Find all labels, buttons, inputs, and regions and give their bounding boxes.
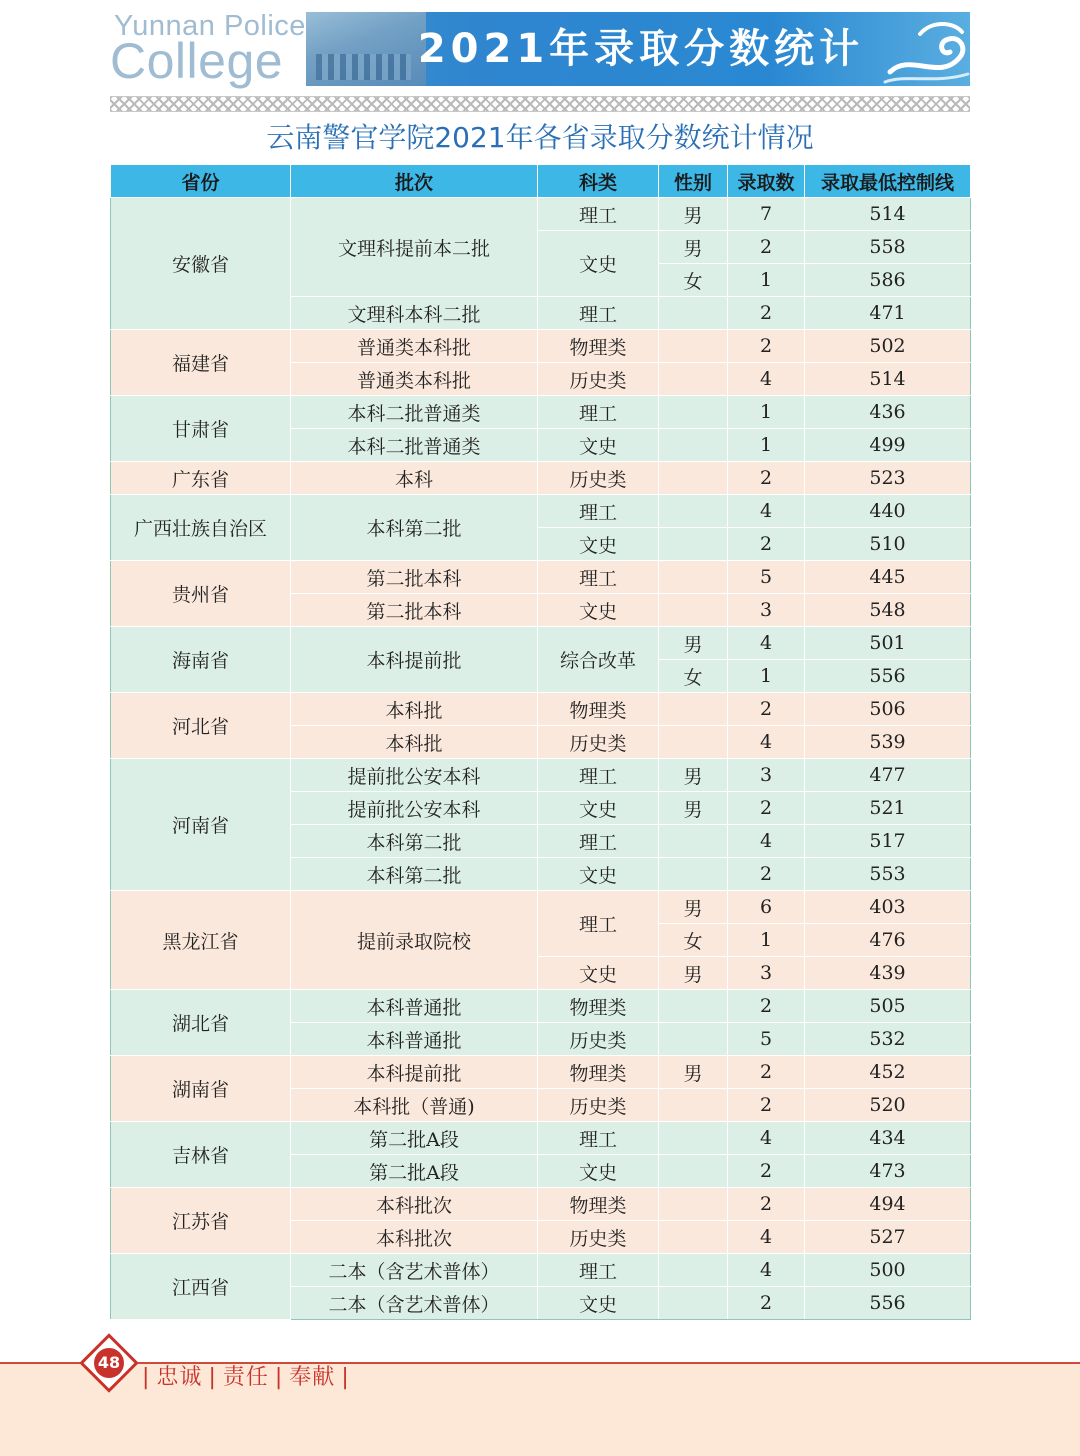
score-cell: 439 <box>805 957 971 990</box>
gender-cell: 男 <box>659 231 728 264</box>
subject-cell: 综合改革 <box>538 627 659 693</box>
province-cell: 河南省 <box>111 759 291 891</box>
province-cell: 黑龙江省 <box>111 891 291 990</box>
score-cell: 476 <box>805 924 971 957</box>
gender-cell: 男 <box>659 792 728 825</box>
subject-cell: 物理类 <box>538 1188 659 1221</box>
batch-cell: 本科 <box>291 462 538 495</box>
batch-cell: 第二批A段 <box>291 1122 538 1155</box>
count-cell: 4 <box>728 825 805 858</box>
count-cell: 1 <box>728 660 805 693</box>
score-cell: 523 <box>805 462 971 495</box>
batch-cell: 二本（含艺术普体） <box>291 1254 538 1287</box>
gender-cell: 女 <box>659 660 728 693</box>
subject-cell: 理工 <box>538 1254 659 1287</box>
slogan-item: 奉献 <box>289 1365 336 1390</box>
subject-cell: 理工 <box>538 396 659 429</box>
decorative-pattern-strip <box>110 96 970 112</box>
page-number: 48 <box>97 1353 121 1372</box>
count-cell: 7 <box>728 198 805 231</box>
gender-cell: 女 <box>659 924 728 957</box>
batch-cell: 本科批 <box>291 726 538 759</box>
table-row <box>111 693 971 726</box>
score-cell: 499 <box>805 429 971 462</box>
count-cell: 2 <box>728 990 805 1023</box>
count-cell: 4 <box>728 363 805 396</box>
province-cell: 湖南省 <box>111 1056 291 1122</box>
gender-cell: 女 <box>659 264 728 297</box>
table-row <box>111 1254 971 1287</box>
province-cell: 江西省 <box>111 1254 291 1320</box>
subject-cell: 历史类 <box>538 1023 659 1056</box>
score-cell: 500 <box>805 1254 971 1287</box>
subject-cell: 历史类 <box>538 1221 659 1254</box>
batch-cell: 本科批次 <box>291 1188 538 1221</box>
province-cell: 湖北省 <box>111 990 291 1056</box>
table-row <box>111 495 971 528</box>
gender-cell <box>659 1188 728 1221</box>
batch-cell: 第二批本科 <box>291 561 538 594</box>
gender-cell <box>659 1023 728 1056</box>
gender-cell <box>659 495 728 528</box>
score-cell: 514 <box>805 363 971 396</box>
table-row <box>111 396 971 429</box>
score-cell: 548 <box>805 594 971 627</box>
slogan-item: 责任 <box>222 1365 269 1390</box>
subject-cell: 物理类 <box>538 1056 659 1089</box>
batch-cell: 本科批（普通) <box>291 1089 538 1122</box>
title-banner <box>306 12 970 86</box>
score-cell: 477 <box>805 759 971 792</box>
count-cell: 1 <box>728 924 805 957</box>
gender-cell <box>659 858 728 891</box>
gender-cell <box>659 594 728 627</box>
count-cell: 2 <box>728 1155 805 1188</box>
count-cell: 1 <box>728 396 805 429</box>
score-cell: 553 <box>805 858 971 891</box>
gender-cell <box>659 1089 728 1122</box>
batch-cell: 本科普通批 <box>291 1023 538 1056</box>
score-cell: 586 <box>805 264 971 297</box>
count-cell: 2 <box>728 231 805 264</box>
count-cell: 2 <box>728 1056 805 1089</box>
score-cell: 556 <box>805 1287 971 1320</box>
count-cell: 2 <box>728 330 805 363</box>
subject-cell: 文史 <box>538 231 659 297</box>
gender-cell: 男 <box>659 627 728 660</box>
count-cell: 3 <box>728 759 805 792</box>
count-cell: 4 <box>728 726 805 759</box>
gender-cell <box>659 528 728 561</box>
gender-cell <box>659 1254 728 1287</box>
batch-cell: 本科二批普通类 <box>291 429 538 462</box>
count-cell: 2 <box>728 1089 805 1122</box>
score-cell: 502 <box>805 330 971 363</box>
column-header: 录取数 <box>728 165 805 198</box>
gender-cell: 男 <box>659 891 728 924</box>
subject-cell: 历史类 <box>538 1089 659 1122</box>
batch-cell: 普通类本科批 <box>291 330 538 363</box>
admission-score-table <box>110 164 971 1320</box>
batch-cell: 本科第二批 <box>291 825 538 858</box>
score-cell: 434 <box>805 1122 971 1155</box>
province-cell: 广东省 <box>111 462 291 495</box>
subject-cell: 物理类 <box>538 693 659 726</box>
subject-cell: 理工 <box>538 759 659 792</box>
score-cell: 436 <box>805 396 971 429</box>
score-cell: 445 <box>805 561 971 594</box>
province-cell: 吉林省 <box>111 1122 291 1188</box>
page-title: 云南警官学院2021年各省录取分数统计情况 <box>266 121 814 154</box>
gender-cell <box>659 330 728 363</box>
count-cell: 5 <box>728 1023 805 1056</box>
table-row <box>111 891 971 924</box>
batch-cell: 本科批次 <box>291 1221 538 1254</box>
gender-cell <box>659 396 728 429</box>
batch-cell: 本科普通批 <box>291 990 538 1023</box>
count-cell: 4 <box>728 495 805 528</box>
gender-cell <box>659 693 728 726</box>
batch-cell: 提前批公安本科 <box>291 759 538 792</box>
gender-cell <box>659 990 728 1023</box>
count-cell: 5 <box>728 561 805 594</box>
subject-cell: 历史类 <box>538 462 659 495</box>
gender-cell: 男 <box>659 957 728 990</box>
subject-cell: 理工 <box>538 561 659 594</box>
table-row <box>111 330 971 363</box>
subject-cell: 理工 <box>538 1122 659 1155</box>
province-cell: 贵州省 <box>111 561 291 627</box>
subject-cell: 文史 <box>538 1287 659 1320</box>
table-header-row <box>111 165 971 198</box>
column-header: 批次 <box>291 165 538 198</box>
gender-cell: 男 <box>659 759 728 792</box>
subject-cell: 理工 <box>538 297 659 330</box>
page-header <box>0 0 1080 100</box>
score-cell: 514 <box>805 198 971 231</box>
province-cell: 河北省 <box>111 693 291 759</box>
score-cell: 527 <box>805 1221 971 1254</box>
table-row <box>111 1056 971 1089</box>
subject-cell: 历史类 <box>538 726 659 759</box>
subject-cell: 理工 <box>538 825 659 858</box>
gender-cell <box>659 1221 728 1254</box>
count-cell: 1 <box>728 264 805 297</box>
batch-cell: 本科第二批 <box>291 495 538 561</box>
batch-cell: 本科二批普通类 <box>291 396 538 429</box>
score-cell: 539 <box>805 726 971 759</box>
count-cell: 4 <box>728 1254 805 1287</box>
column-header: 省份 <box>111 165 291 198</box>
count-cell: 2 <box>728 1188 805 1221</box>
subject-cell: 文史 <box>538 429 659 462</box>
count-cell: 2 <box>728 462 805 495</box>
count-cell: 3 <box>728 957 805 990</box>
batch-cell: 第二批A段 <box>291 1155 538 1188</box>
province-cell: 安徽省 <box>111 198 291 330</box>
gender-cell <box>659 363 728 396</box>
score-cell: 510 <box>805 528 971 561</box>
gender-cell <box>659 1155 728 1188</box>
gender-cell <box>659 1287 728 1320</box>
score-cell: 403 <box>805 891 971 924</box>
batch-cell: 二本（含艺术普体） <box>291 1287 538 1320</box>
count-cell: 2 <box>728 528 805 561</box>
count-cell: 2 <box>728 792 805 825</box>
province-cell: 福建省 <box>111 330 291 396</box>
score-cell: 558 <box>805 231 971 264</box>
gender-cell: 男 <box>659 198 728 231</box>
score-cell: 505 <box>805 990 971 1023</box>
column-header: 科类 <box>538 165 659 198</box>
batch-cell: 文理科本科二批 <box>291 297 538 330</box>
batch-cell: 本科提前批 <box>291 627 538 693</box>
count-cell: 4 <box>728 1122 805 1155</box>
score-cell: 517 <box>805 825 971 858</box>
college-logo-line1: Yunnan Police <box>114 10 306 42</box>
score-cell: 440 <box>805 495 971 528</box>
province-cell: 海南省 <box>111 627 291 693</box>
score-cell: 494 <box>805 1188 971 1221</box>
gender-cell <box>659 462 728 495</box>
count-cell: 4 <box>728 1221 805 1254</box>
score-cell: 520 <box>805 1089 971 1122</box>
batch-cell: 第二批本科 <box>291 594 538 627</box>
province-cell: 广西壮族自治区 <box>111 495 291 561</box>
table-row <box>111 1188 971 1221</box>
count-cell: 2 <box>728 858 805 891</box>
subject-cell: 理工 <box>538 495 659 528</box>
subject-cell: 文史 <box>538 957 659 990</box>
subject-cell: 文史 <box>538 792 659 825</box>
column-header: 性别 <box>659 165 728 198</box>
count-cell: 2 <box>728 1287 805 1320</box>
subject-cell: 历史类 <box>538 363 659 396</box>
gender-cell <box>659 825 728 858</box>
subject-cell: 文史 <box>538 1155 659 1188</box>
gender-cell <box>659 297 728 330</box>
count-cell: 1 <box>728 429 805 462</box>
batch-cell: 本科批 <box>291 693 538 726</box>
batch-cell: 提前录取院校 <box>291 891 538 990</box>
batch-cell: 本科提前批 <box>291 1056 538 1089</box>
subject-cell: 理工 <box>538 891 659 957</box>
gender-cell <box>659 561 728 594</box>
province-cell: 甘肃省 <box>111 396 291 462</box>
table-row <box>111 1122 971 1155</box>
gender-cell <box>659 726 728 759</box>
score-cell: 473 <box>805 1155 971 1188</box>
table-row <box>111 561 971 594</box>
footer-slogan: | 忠诚 | 责任 | 奉献 | <box>142 1365 350 1390</box>
subject-cell: 物理类 <box>538 330 659 363</box>
score-cell: 532 <box>805 1023 971 1056</box>
column-header: 录取最低控制线 <box>805 165 971 198</box>
gender-cell <box>659 1122 728 1155</box>
batch-cell: 提前批公安本科 <box>291 792 538 825</box>
subject-cell: 文史 <box>538 594 659 627</box>
college-logo-line2: College <box>110 33 284 89</box>
count-cell: 6 <box>728 891 805 924</box>
banner-title: 2021年录取分数统计 <box>417 26 865 72</box>
count-cell: 4 <box>728 627 805 660</box>
score-cell: 452 <box>805 1056 971 1089</box>
score-cell: 556 <box>805 660 971 693</box>
batch-cell: 本科第二批 <box>291 858 538 891</box>
subject-cell: 文史 <box>538 528 659 561</box>
count-cell: 2 <box>728 693 805 726</box>
batch-cell: 普通类本科批 <box>291 363 538 396</box>
score-cell: 471 <box>805 297 971 330</box>
table-row <box>111 990 971 1023</box>
count-cell: 2 <box>728 297 805 330</box>
province-cell: 江苏省 <box>111 1188 291 1254</box>
subject-cell: 物理类 <box>538 990 659 1023</box>
gender-cell: 男 <box>659 1056 728 1089</box>
cloud-swirl-icon <box>880 12 970 86</box>
score-cell: 506 <box>805 693 971 726</box>
table-row <box>111 627 971 660</box>
table-row <box>111 198 971 231</box>
table-row <box>111 462 971 495</box>
table-row <box>111 759 971 792</box>
score-cell: 501 <box>805 627 971 660</box>
gender-cell <box>659 429 728 462</box>
score-cell: 521 <box>805 792 971 825</box>
subject-cell: 文史 <box>538 858 659 891</box>
slogan-item: 忠诚 <box>156 1365 203 1390</box>
count-cell: 3 <box>728 594 805 627</box>
subject-cell: 理工 <box>538 198 659 231</box>
batch-cell: 文理科提前本二批 <box>291 198 538 297</box>
